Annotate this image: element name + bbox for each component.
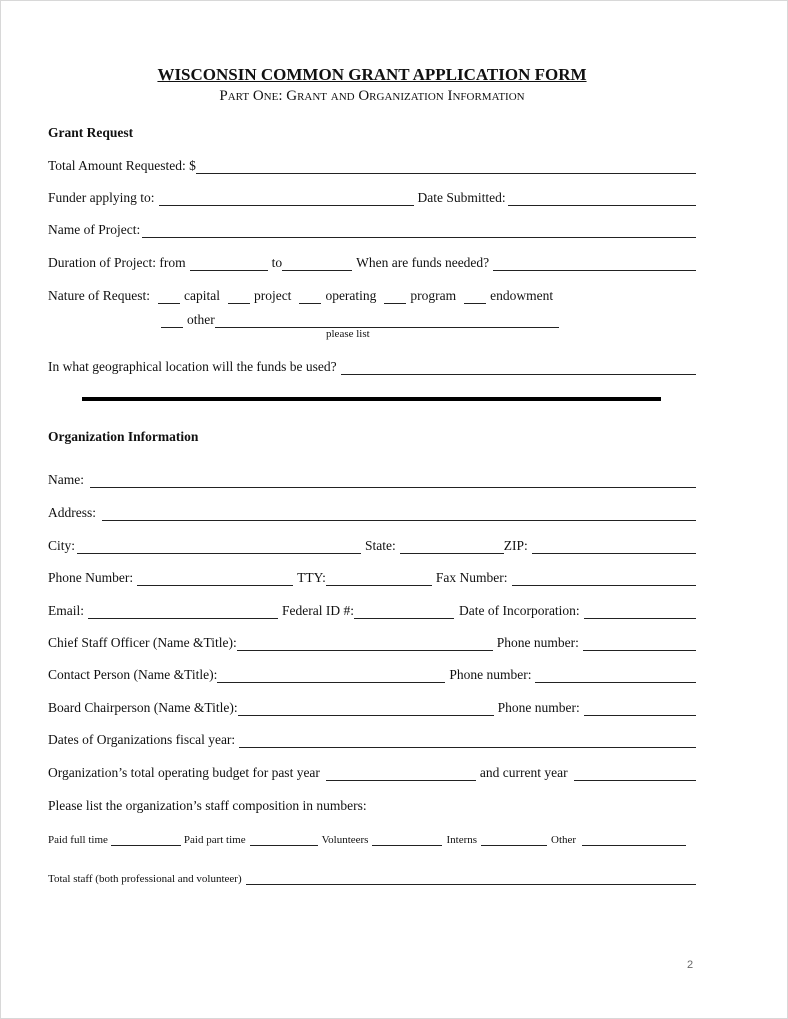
city-field[interactable]	[77, 539, 361, 554]
incorporation-field[interactable]	[584, 604, 696, 619]
duration-to-field[interactable]	[282, 256, 352, 271]
state-label: State:	[365, 538, 396, 553]
address-label: Address:	[48, 505, 96, 520]
federal-id-label: Federal ID #:	[282, 603, 354, 618]
org-name-row	[48, 470, 696, 488]
other-staff-field[interactable]	[582, 831, 686, 846]
duration-row	[48, 253, 696, 271]
contact-person-label: Contact Person (Name &Title):	[48, 667, 218, 682]
total-amount-row	[48, 156, 696, 174]
fiscal-year-field[interactable]	[239, 733, 696, 748]
page-number: 2	[687, 959, 694, 971]
operating-check[interactable]	[299, 289, 321, 304]
grant-request-heading: Grant Request	[48, 125, 134, 140]
org-name-field[interactable]	[90, 473, 696, 488]
email-row	[48, 601, 696, 619]
form-title: WISCONSIN COMMON GRANT APPLICATION FORM	[157, 65, 587, 84]
chief-staff-label: Chief Staff Officer (Name &Title):	[48, 635, 237, 650]
project-name-label: Name of Project:	[48, 222, 141, 237]
org-name-label: Name:	[48, 472, 84, 487]
other-row	[159, 310, 559, 328]
fiscal-year-row	[48, 730, 696, 748]
address-row	[48, 503, 696, 521]
board-phone-field[interactable]	[584, 701, 696, 716]
budget-current-field[interactable]	[574, 766, 696, 781]
staff-prompt-row	[48, 796, 696, 814]
duration-from-label: Duration of Project: from	[48, 255, 186, 270]
phone-field[interactable]	[137, 571, 293, 586]
funder-label: Funder applying to:	[48, 190, 155, 205]
organization-heading: Organization Information	[48, 429, 199, 444]
nature-label: Nature of Request:	[48, 288, 150, 303]
fax-label: Fax Number:	[435, 570, 508, 585]
nature-row	[48, 286, 696, 304]
contact-person-row	[48, 665, 696, 683]
paid-part-time-field[interactable]	[250, 831, 318, 846]
zip-field[interactable]	[532, 539, 696, 554]
project-check[interactable]	[228, 289, 250, 304]
city-label: City:	[48, 538, 76, 553]
duration-to-label: to	[271, 255, 283, 270]
chief-phone-label: Phone number:	[496, 635, 579, 650]
date-submitted-field[interactable]	[508, 191, 696, 206]
paid-full-time-label: Paid full time	[48, 834, 108, 846]
duration-from-field[interactable]	[190, 256, 268, 271]
total-staff-label: Total staff (both professional and volunteer)	[48, 873, 242, 885]
board-chair-label: Board Chairperson (Name &Title):	[48, 700, 238, 715]
program-check[interactable]	[384, 289, 406, 304]
tty-field[interactable]	[326, 571, 432, 586]
state-field[interactable]	[400, 539, 504, 554]
total-amount-label: Total Amount Requested: $	[48, 158, 196, 173]
other-label: other	[187, 312, 215, 327]
board-phone-label: Phone number:	[497, 700, 580, 715]
budget-row	[48, 763, 696, 781]
volunteers-label: Volunteers	[321, 834, 369, 846]
total-staff-row	[48, 867, 696, 885]
budget-past-label: Organization’s total operating budget for past year	[48, 765, 320, 780]
operating-label: operating	[325, 288, 377, 303]
please-list-note: please list	[326, 328, 370, 340]
other-staff-label: Other	[551, 834, 577, 846]
endowment-check[interactable]	[464, 289, 486, 304]
phone-label: Phone Number:	[48, 570, 134, 585]
interns-field[interactable]	[481, 831, 547, 846]
staff-composition-row	[48, 828, 696, 846]
contact-person-field[interactable]	[217, 668, 445, 683]
incorporation-label: Date of Incorporation:	[458, 603, 580, 618]
city-row	[48, 536, 696, 554]
funder-row	[48, 188, 696, 206]
endowment-label: endowment	[490, 288, 554, 303]
location-label: In what geographical location will the funds be used?	[48, 359, 337, 374]
budget-past-field[interactable]	[326, 766, 476, 781]
budget-current-label: and current year	[479, 765, 568, 780]
total-staff-field[interactable]	[246, 870, 696, 885]
address-field[interactable]	[102, 506, 696, 521]
tty-label: TTY:	[297, 570, 326, 585]
email-label: Email:	[48, 603, 84, 618]
funds-needed-label: When are funds needed?	[356, 255, 490, 270]
contact-phone-field[interactable]	[535, 668, 696, 683]
chief-staff-row	[48, 633, 696, 651]
location-row	[48, 357, 696, 375]
board-chair-row	[48, 698, 696, 716]
project-label: project	[253, 288, 292, 303]
capital-label: capital	[183, 288, 220, 303]
zip-label: ZIP:	[503, 538, 528, 553]
capital-check[interactable]	[158, 289, 180, 304]
contact-phone-label: Phone number:	[449, 667, 532, 682]
project-name-field[interactable]	[142, 223, 696, 238]
other-check[interactable]	[161, 313, 183, 328]
chief-phone-field[interactable]	[583, 636, 696, 651]
volunteers-field[interactable]	[372, 831, 442, 846]
project-name-row	[48, 220, 696, 238]
phone-row	[48, 568, 696, 586]
date-submitted-label: Date Submitted:	[417, 190, 506, 205]
interns-label: Interns	[446, 834, 478, 846]
fax-field[interactable]	[512, 571, 696, 586]
chief-staff-field[interactable]	[237, 636, 493, 651]
funder-field[interactable]	[159, 191, 414, 206]
total-amount-field[interactable]	[196, 159, 696, 174]
email-field[interactable]	[88, 604, 278, 619]
board-chair-field[interactable]	[238, 701, 494, 716]
fiscal-year-label: Dates of Organizations fiscal year:	[48, 732, 236, 747]
other-field[interactable]	[215, 313, 559, 328]
funds-needed-field[interactable]	[493, 256, 696, 271]
paid-part-time-label: Paid part time	[183, 834, 246, 846]
location-field[interactable]	[341, 360, 696, 375]
federal-id-field[interactable]	[354, 604, 454, 619]
program-label: program	[410, 288, 457, 303]
staff-prompt-label: Please list the organization’s staff composition in numbers:	[48, 798, 367, 813]
paid-full-time-field[interactable]	[111, 831, 181, 846]
form-subtitle: Part One: Grant and Organization Information	[219, 88, 525, 104]
section-divider	[82, 397, 661, 401]
